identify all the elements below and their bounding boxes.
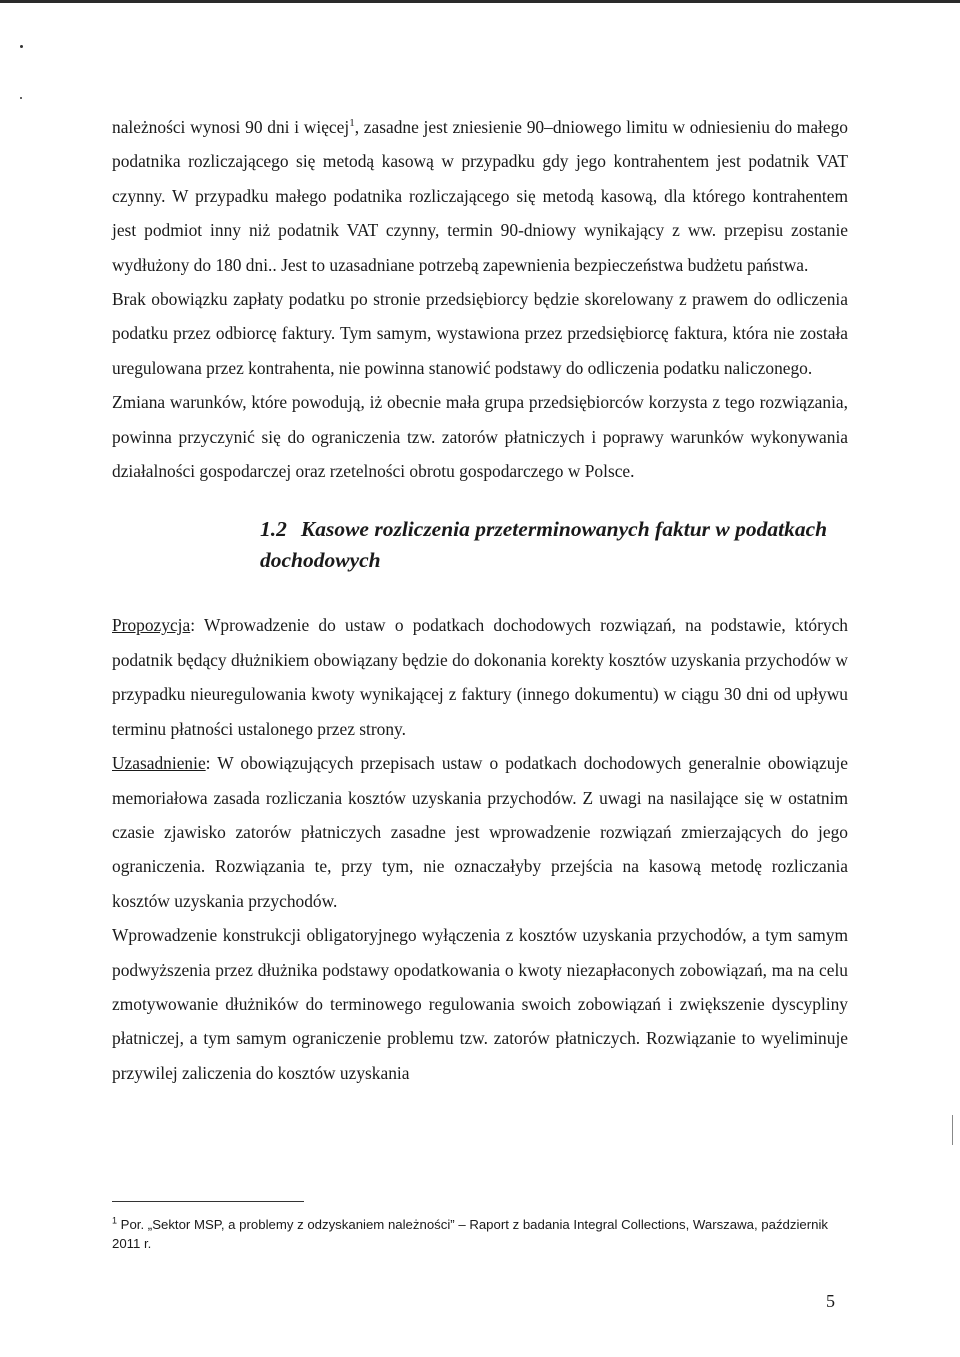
footnote-separator (112, 1201, 304, 1202)
scan-speck (20, 45, 23, 48)
scan-speck (20, 97, 22, 99)
section-number: 1.2 (260, 517, 287, 542)
page-number: 5 (826, 1291, 835, 1311)
scan-margin-mark (952, 1115, 953, 1145)
paragraph-proposal (112, 608, 848, 746)
paragraph-conditions-change: Zmiana warunków, które powodują, iż obecnie mała grupa przedsiębiorców korzysta z tego rozwiązania, powinna przyczynić się do ograniczenia tzw. zatorów płatniczych i poprawy warunków wykonywania działalności gospodarczej oraz rzetelności obrotu gospodarczego w Polsce. (112, 392, 848, 482)
scan-top-edge (0, 0, 960, 3)
section-title-line-2: dochodowych (260, 548, 381, 573)
proposal-label: Propozycja (112, 615, 191, 636)
paragraph-obligatory-exclusion: Wprowadzenie konstrukcji obligatoryjnego wyłączenia z kosztów uzyskania przychodów, a tym samym podwyższenia przez dłużnika podstawy opodatkowania o kwoty niezapłaconych zobowiązań, ma na celu zmotywowanie dłużników do terminowego regulowania swoich zobowiązań i zwiększenie dyscypliny płatniczej, a tym samym ograniczenie problemu tzw. zatorów płatniczych. Rozwiązanie to wyeliminuje przywilej zaliczenia do kosztów uzyskania (112, 925, 848, 1083)
footnote-marker: 1 (112, 1215, 118, 1226)
paragraph-text: , zasadne jest zniesienie 90–dniowego limitu w odniesieniu do małego podatnika rozliczającego się metodą kasową w przypadku gdy jego kontrahentem jest podatnik VAT czynny. W przypadku małego podatnika rozliczającego się metodą kasową, dla którego kontrahentem jest podmiot inny niż podatnik VAT czynny, termin 90-dniowy wynikający z ww. przepisu zostanie wydłużony do 180 dni.. Jest to uzasadniane potrzebą zapewnienia bezpieczeństwa budżetu państwa. (112, 117, 848, 275)
section-title-line-1: Kasowe rozliczenia przeterminowanych faktur w podatkach (300, 517, 828, 542)
paragraph-vat-limit (112, 110, 848, 282)
paragraph-deduction: Brak obowiązku zapłaty podatku po stronie przedsiębiorcy będzie skorelowany z prawem do odliczenia podatku przez odbiorcę faktury. Tym samym, wystawiona przez przedsiębiorcę faktura, która nie została uregulowana przez kontrahenta, nie powinna stanowić podstawy do odliczenia podatku naliczonego. (112, 289, 848, 378)
footnote-text: Por. „Sektor MSP, a problemy z odzyskaniem należności” – Raport z badania Integral Collections, Warszawa, październik 2011 r. (112, 1217, 828, 1251)
heading-spacer (112, 576, 848, 608)
document-body (112, 110, 848, 1090)
footnote-reference[interactable]: 1 (349, 117, 355, 130)
section-heading (112, 514, 848, 576)
proposal-text: : Wprowadzenie do ustaw o podatkach dochodowych rozwiązań, na podstawie, których podatnik będący dłużnikiem obowiązany będzie do dokonania korekty kosztów uzyskania przychodów w przypadku nieuregulowania kwoty wynikającej z faktury (innego dokumentu) w ciągu 30 dni od upływu terminu płatności ustalonego przez strony. (112, 615, 848, 739)
paragraph-justification (112, 746, 848, 918)
footnote (112, 1216, 852, 1253)
paragraph-text: należności wynosi 90 dni i więcej (112, 117, 350, 137)
justification-text: : W obowiązujących przepisach ustaw o podatkach dochodowych generalnie obowiązuje memoriałowa zasada rozliczania kosztów uzyskania przychodów. Z uwagi na nasilające się w ostatnim czasie zjawisko zatorów płatniczych zasadne jest wprowadzenie rozwiązań zmierzających do jego ograniczenia. Rozwiązania te, przy tym, nie oznaczałyby przejścia na kasową metodę rozliczania kosztów uzyskania przychodów. (112, 753, 848, 911)
justification-label: Uzasadnienie (112, 753, 206, 774)
